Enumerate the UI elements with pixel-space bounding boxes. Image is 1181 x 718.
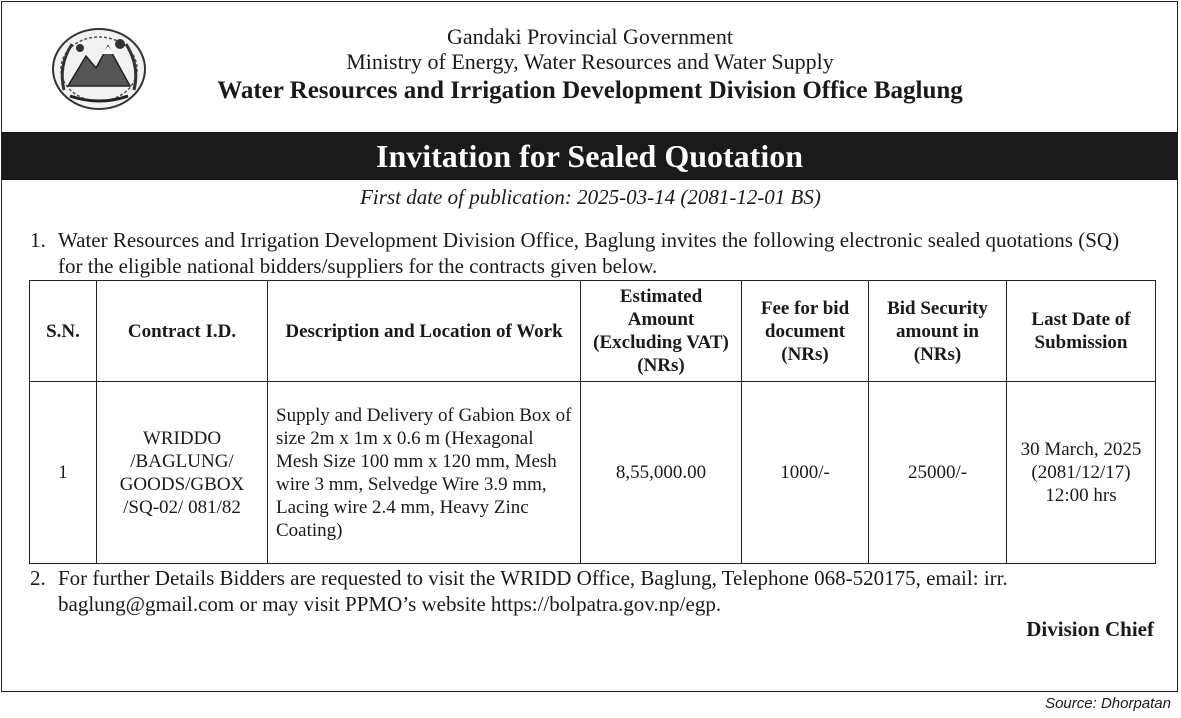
paragraph-1-number: 1. <box>30 228 46 252</box>
table-row <box>30 382 1156 564</box>
header-bid-fee: Fee for bid document (NRs) <box>742 281 869 382</box>
cell-estimated-amount: 8,55,000.00 <box>581 382 742 564</box>
header-last-date: Last Date of Submission <box>1007 281 1156 382</box>
cell-description: Supply and Delivery of Gabion Box of size 2m x 1m x 0.6 m (Hexagonal Mesh Size 100 mm x 120 mm, Mesh wire 3 mm, Selvedge Wire 3.9 mm, Lacing wire 2.4 mm, Heavy Zinc Coating) <box>268 382 581 564</box>
header-sn: S.N. <box>30 281 97 382</box>
nepal-emblem-icon <box>50 26 148 112</box>
publication-date: First date of publication: 2025-03-14 (2081-12-01 BS) <box>360 185 821 209</box>
paragraph-2-number: 2. <box>30 566 46 590</box>
paragraph-1 <box>30 227 1130 279</box>
table-header-row <box>30 281 1156 382</box>
contract-table <box>29 280 1156 564</box>
paragraph-1-text: Water Resources and Irrigation Development Division Office, Baglung invites the following electronic sealed quotations (SQ) for the eligible national bidders/suppliers for the contracts given below. <box>58 228 1120 278</box>
cell-last-date: 30 March, 2025 (2081/12/17) 12:00 hrs <box>1007 382 1156 564</box>
office-name: Water Resources and Irrigation Development Division Office Baglung <box>217 77 963 104</box>
cell-sn: 1 <box>30 382 97 564</box>
header-description: Description and Location of Work <box>268 281 581 382</box>
paragraph-2 <box>30 565 1130 617</box>
paragraph-2-text: For further Details Bidders are requested to visit the WRIDD Office, Baglung, Telephone 068-520175, email: irr. baglung@gmail.com or may visit PPMO’s website https://bolpatra.gov.np/egp. <box>58 566 1008 616</box>
source-credit: Source: Dhorpatan <box>1045 695 1171 712</box>
cell-bid-security: 25000/- <box>869 382 1007 564</box>
header-bid-security: Bid Security amount in (NRs) <box>869 281 1007 382</box>
signoff-title: Division Chief <box>1026 617 1154 641</box>
government-name: Gandaki Provincial Government <box>447 24 733 49</box>
cell-bid-fee: 1000/- <box>742 382 869 564</box>
notice-title-banner: Invitation for Sealed Quotation <box>2 132 1177 180</box>
header-contract-id: Contract I.D. <box>97 281 268 382</box>
cell-contract-id: WRIDDO /BAGLUNG/ GOODS/GBOX /SQ-02/ 081/82 <box>97 382 268 564</box>
ministry-name: Ministry of Energy, Water Resources and Water Supply <box>346 49 834 74</box>
header-estimated-amount: Estimated Amount (Excluding VAT) (NRs) <box>581 281 742 382</box>
